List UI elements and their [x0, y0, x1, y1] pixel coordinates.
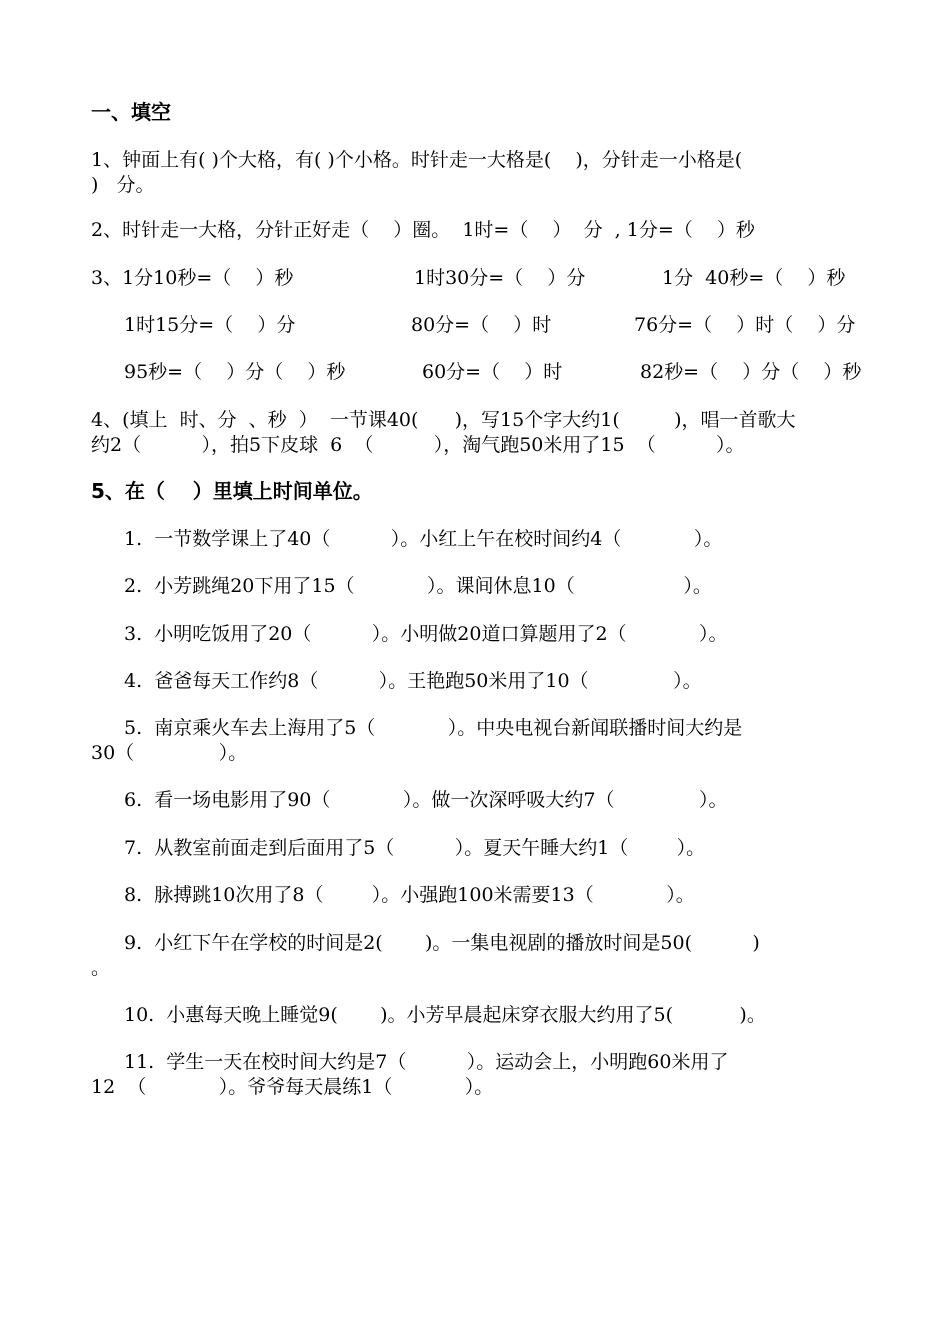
item-1: 1. 一节数学课上了40（ ）。小红上午在校时间约4（ ）。	[124, 528, 723, 550]
question-3-row-2-col-3: 76分=（ ）时（ ）分	[634, 314, 856, 336]
question-3-row-2-col-1: 1时15分=（ ）分	[124, 314, 296, 336]
question-3-row-3-col-1: 95秒=（ ）分（ ）秒	[124, 361, 346, 383]
item-10: 10. 小惠每天晚上睡觉9( )。小芳早晨起床穿衣服大约用了5( )。	[124, 1004, 766, 1026]
question-4-line-2: 约2（ ），拍5下皮球 6 （ ），淘气跑50米用了15 （ ）。	[91, 434, 745, 456]
question-2: 2、时针走一大格，分针正好走（ ）圈。 1时=（ ） 分 , 1分=（ ）秒	[91, 219, 755, 241]
question-3-row-1-col-3: 1分 40秒=（ ）秒	[662, 267, 846, 289]
item-5-line-1: 5. 南京乘火车去上海用了5（ ）。中央电视台新闻联播时间大约是	[124, 717, 743, 739]
item-2: 2. 小芳跳绳20下用了15（ ）。课间休息10（ ）。	[124, 575, 712, 597]
question-1-line-2: ) 分。	[91, 174, 155, 196]
item-9-line-1: 9. 小红下午在学校的时间是2( )。一集电视剧的播放时间是50( )	[124, 932, 760, 954]
question-3-row-3-col-2: 60分=（ ）时	[422, 361, 563, 383]
question-3-row-1-col-2: 1时30分=（ ）分	[414, 267, 586, 289]
section-heading-time-units: 5、在（ ）里填上时间单位。	[91, 479, 373, 503]
item-3: 3. 小明吃饭用了20（ ）。小明做20道口算题用了2（ ）。	[124, 623, 728, 645]
item-7: 7. 从教室前面走到后面用了5（ ）。夏天午睡大约1（ ）。	[124, 837, 706, 859]
item-8: 8. 脉搏跳10次用了8（ ）。小强跑100米需要13（ ）。	[124, 884, 695, 906]
question-1-line-1: 1、钟面上有( )个大格，有( )个小格。时针走一大格是( )，分针走一小格是(	[91, 149, 743, 171]
question-3-row-3-col-3: 82秒=（ ）分（ ）秒	[640, 361, 862, 383]
item-11-line-2: 12 （ ）。爷爷每天晨练1（ ）。	[91, 1076, 494, 1098]
item-6: 6. 看一场电影用了90（ ）。做一次深呼吸大约7（ ）。	[124, 789, 728, 811]
item-11-line-1: 11. 学生一天在校时间大约是7（ ）。运动会上，小明跑60米用了	[124, 1051, 729, 1073]
item-5-line-2: 30（ ）。	[91, 742, 248, 764]
question-4-line-1: 4、(填上 时、分 、秒 ） 一节课40( )，写15个字大约1( )，唱一首歌大	[91, 409, 796, 431]
section-heading-fill-blanks: 一、填空	[91, 100, 171, 124]
question-3-row-1-col-1: 3、1分10秒=（ ）秒	[91, 267, 294, 289]
item-9-line-2: 。	[91, 957, 111, 979]
item-4: 4. 爸爸每天工作约8（ ）。王艳跑50米用了10（ ）。	[124, 670, 702, 692]
question-3-row-2-col-2: 80分=（ ）时	[411, 314, 552, 336]
